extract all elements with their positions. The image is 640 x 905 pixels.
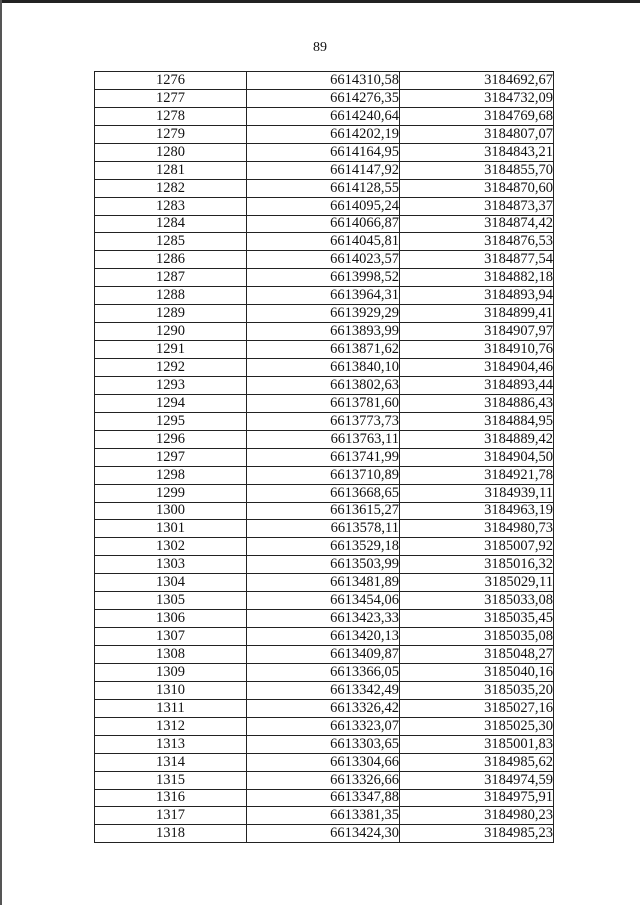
table-row — [95, 412, 554, 430]
x-coordinate-cell: 6613409,87 — [247, 646, 400, 664]
y-coordinate-cell: 3184843,21 — [400, 143, 554, 161]
coordinates-table — [94, 71, 554, 843]
point-number-cell: 1281 — [95, 161, 247, 179]
y-coordinate-cell: 3184904,46 — [400, 359, 554, 377]
point-number-cell: 1314 — [95, 753, 247, 771]
point-number-cell: 1293 — [95, 376, 247, 394]
y-coordinate-cell: 3184985,62 — [400, 753, 554, 771]
point-number-cell: 1300 — [95, 502, 247, 520]
x-coordinate-cell: 6614066,87 — [247, 215, 400, 233]
table-row — [95, 771, 554, 789]
x-coordinate-cell: 6613741,99 — [247, 448, 400, 466]
point-number-cell: 1303 — [95, 556, 247, 574]
y-coordinate-cell: 3184899,41 — [400, 305, 554, 323]
y-coordinate-cell: 3184907,97 — [400, 323, 554, 341]
point-number-cell: 1277 — [95, 89, 247, 107]
point-number-cell: 1302 — [95, 538, 247, 556]
y-coordinate-cell: 3185016,32 — [400, 556, 554, 574]
y-coordinate-cell: 3185040,16 — [400, 663, 554, 681]
x-coordinate-cell: 6613578,11 — [247, 520, 400, 538]
table-row — [95, 305, 554, 323]
table-row — [95, 394, 554, 412]
coordinates-table-body — [95, 72, 554, 843]
point-number-cell: 1287 — [95, 269, 247, 287]
x-coordinate-cell: 6613423,33 — [247, 610, 400, 628]
table-row — [95, 179, 554, 197]
table-row — [95, 72, 554, 90]
point-number-cell: 1284 — [95, 215, 247, 233]
y-coordinate-cell: 3185048,27 — [400, 646, 554, 664]
point-number-cell: 1316 — [95, 789, 247, 807]
y-coordinate-cell: 3184939,11 — [400, 484, 554, 502]
table-row — [95, 717, 554, 735]
y-coordinate-cell: 3184732,09 — [400, 89, 554, 107]
x-coordinate-cell: 6613366,05 — [247, 663, 400, 681]
y-coordinate-cell: 3184884,95 — [400, 412, 554, 430]
table-row — [95, 789, 554, 807]
y-coordinate-cell: 3184882,18 — [400, 269, 554, 287]
table-row — [95, 538, 554, 556]
point-number-cell: 1280 — [95, 143, 247, 161]
y-coordinate-cell: 3184886,43 — [400, 394, 554, 412]
y-coordinate-cell: 3185029,11 — [400, 574, 554, 592]
y-coordinate-cell: 3184985,23 — [400, 825, 554, 843]
table-row — [95, 646, 554, 664]
y-coordinate-cell: 3184975,91 — [400, 789, 554, 807]
y-coordinate-cell: 3185033,08 — [400, 592, 554, 610]
y-coordinate-cell: 3184893,94 — [400, 287, 554, 305]
y-coordinate-cell: 3184769,68 — [400, 107, 554, 125]
y-coordinate-cell: 3184910,76 — [400, 341, 554, 359]
table-row — [95, 448, 554, 466]
y-coordinate-cell: 3185001,83 — [400, 735, 554, 753]
x-coordinate-cell: 6613347,88 — [247, 789, 400, 807]
table-row — [95, 287, 554, 305]
table-row — [95, 681, 554, 699]
x-coordinate-cell: 6613802,63 — [247, 376, 400, 394]
point-number-cell: 1309 — [95, 663, 247, 681]
table-row — [95, 107, 554, 125]
x-coordinate-cell: 6613773,73 — [247, 412, 400, 430]
table-row — [95, 359, 554, 377]
table-row — [95, 89, 554, 107]
x-coordinate-cell: 6613326,42 — [247, 699, 400, 717]
x-coordinate-cell: 6613893,99 — [247, 323, 400, 341]
point-number-cell: 1279 — [95, 125, 247, 143]
table-row — [95, 825, 554, 843]
point-number-cell: 1289 — [95, 305, 247, 323]
point-number-cell: 1286 — [95, 251, 247, 269]
point-number-cell: 1278 — [95, 107, 247, 125]
x-coordinate-cell: 6613668,65 — [247, 484, 400, 502]
y-coordinate-cell: 3184877,54 — [400, 251, 554, 269]
x-coordinate-cell: 6613929,29 — [247, 305, 400, 323]
point-number-cell: 1311 — [95, 699, 247, 717]
table-row — [95, 699, 554, 717]
table-row — [95, 323, 554, 341]
point-number-cell: 1295 — [95, 412, 247, 430]
table-row — [95, 197, 554, 215]
table-row — [95, 341, 554, 359]
y-coordinate-cell: 3184963,19 — [400, 502, 554, 520]
table-row — [95, 161, 554, 179]
x-coordinate-cell: 6613303,65 — [247, 735, 400, 753]
table-row — [95, 233, 554, 251]
y-coordinate-cell: 3184974,59 — [400, 771, 554, 789]
x-coordinate-cell: 6613871,62 — [247, 341, 400, 359]
y-coordinate-cell: 3184904,50 — [400, 448, 554, 466]
y-coordinate-cell: 3184921,78 — [400, 466, 554, 484]
x-coordinate-cell: 6613326,66 — [247, 771, 400, 789]
x-coordinate-cell: 6614128,55 — [247, 179, 400, 197]
point-number-cell: 1317 — [95, 807, 247, 825]
point-number-cell: 1310 — [95, 681, 247, 699]
x-coordinate-cell: 6614095,24 — [247, 197, 400, 215]
x-coordinate-cell: 6613304,66 — [247, 753, 400, 771]
point-number-cell: 1288 — [95, 287, 247, 305]
table-row — [95, 143, 554, 161]
x-coordinate-cell: 6613503,99 — [247, 556, 400, 574]
table-row — [95, 484, 554, 502]
y-coordinate-cell: 3185025,30 — [400, 717, 554, 735]
table-row — [95, 269, 554, 287]
point-number-cell: 1290 — [95, 323, 247, 341]
point-number-cell: 1318 — [95, 825, 247, 843]
point-number-cell: 1299 — [95, 484, 247, 502]
y-coordinate-cell: 3184874,42 — [400, 215, 554, 233]
top-border-line — [0, 0, 640, 3]
table-row — [95, 215, 554, 233]
x-coordinate-cell: 6613529,18 — [247, 538, 400, 556]
y-coordinate-cell: 3184870,60 — [400, 179, 554, 197]
x-coordinate-cell: 6614202,19 — [247, 125, 400, 143]
y-coordinate-cell: 3184980,73 — [400, 520, 554, 538]
table-row — [95, 466, 554, 484]
table-row — [95, 502, 554, 520]
x-coordinate-cell: 6613781,60 — [247, 394, 400, 412]
point-number-cell: 1306 — [95, 610, 247, 628]
x-coordinate-cell: 6613481,89 — [247, 574, 400, 592]
table-row — [95, 430, 554, 448]
table-row — [95, 125, 554, 143]
y-coordinate-cell: 3184807,07 — [400, 125, 554, 143]
x-coordinate-cell: 6613420,13 — [247, 628, 400, 646]
table-row — [95, 807, 554, 825]
x-coordinate-cell: 6613840,10 — [247, 359, 400, 377]
table-row — [95, 735, 554, 753]
y-coordinate-cell: 3184980,23 — [400, 807, 554, 825]
x-coordinate-cell: 6614147,92 — [247, 161, 400, 179]
point-number-cell: 1285 — [95, 233, 247, 251]
x-coordinate-cell: 6613710,89 — [247, 466, 400, 484]
table-row — [95, 610, 554, 628]
x-coordinate-cell: 6613342,49 — [247, 681, 400, 699]
x-coordinate-cell: 6613763,11 — [247, 430, 400, 448]
x-coordinate-cell: 6613381,35 — [247, 807, 400, 825]
table-row — [95, 574, 554, 592]
point-number-cell: 1296 — [95, 430, 247, 448]
x-coordinate-cell: 6613454,06 — [247, 592, 400, 610]
x-coordinate-cell: 6613615,27 — [247, 502, 400, 520]
x-coordinate-cell: 6613998,52 — [247, 269, 400, 287]
point-number-cell: 1298 — [95, 466, 247, 484]
point-number-cell: 1283 — [95, 197, 247, 215]
y-coordinate-cell: 3184893,44 — [400, 376, 554, 394]
x-coordinate-cell: 6614023,57 — [247, 251, 400, 269]
y-coordinate-cell: 3185035,20 — [400, 681, 554, 699]
point-number-cell: 1312 — [95, 717, 247, 735]
x-coordinate-cell: 6613323,07 — [247, 717, 400, 735]
table-row — [95, 520, 554, 538]
table-row — [95, 251, 554, 269]
x-coordinate-cell: 6614164,95 — [247, 143, 400, 161]
y-coordinate-cell: 3185007,92 — [400, 538, 554, 556]
page-number: 89 — [313, 40, 327, 55]
point-number-cell: 1294 — [95, 394, 247, 412]
table-row — [95, 628, 554, 646]
point-number-cell: 1292 — [95, 359, 247, 377]
table-row — [95, 592, 554, 610]
point-number-cell: 1301 — [95, 520, 247, 538]
point-number-cell: 1313 — [95, 735, 247, 753]
point-number-cell: 1307 — [95, 628, 247, 646]
point-number-cell: 1282 — [95, 179, 247, 197]
point-number-cell: 1308 — [95, 646, 247, 664]
point-number-cell: 1297 — [95, 448, 247, 466]
x-coordinate-cell: 6614276,35 — [247, 89, 400, 107]
y-coordinate-cell: 3184855,70 — [400, 161, 554, 179]
y-coordinate-cell: 3184873,37 — [400, 197, 554, 215]
point-number-cell: 1305 — [95, 592, 247, 610]
table-row — [95, 663, 554, 681]
table-row — [95, 753, 554, 771]
x-coordinate-cell: 6613964,31 — [247, 287, 400, 305]
point-number-cell: 1291 — [95, 341, 247, 359]
x-coordinate-cell: 6614240,64 — [247, 107, 400, 125]
x-coordinate-cell: 6614045,81 — [247, 233, 400, 251]
y-coordinate-cell: 3185035,08 — [400, 628, 554, 646]
x-coordinate-cell: 6613424,30 — [247, 825, 400, 843]
table-row — [95, 556, 554, 574]
y-coordinate-cell: 3185035,45 — [400, 610, 554, 628]
point-number-cell: 1276 — [95, 72, 247, 90]
point-number-cell: 1304 — [95, 574, 247, 592]
table-row — [95, 376, 554, 394]
point-number-cell: 1315 — [95, 771, 247, 789]
x-coordinate-cell: 6614310,58 — [247, 72, 400, 90]
left-border-line — [0, 0, 2, 905]
y-coordinate-cell: 3184876,53 — [400, 233, 554, 251]
y-coordinate-cell: 3185027,16 — [400, 699, 554, 717]
y-coordinate-cell: 3184692,67 — [400, 72, 554, 90]
y-coordinate-cell: 3184889,42 — [400, 430, 554, 448]
